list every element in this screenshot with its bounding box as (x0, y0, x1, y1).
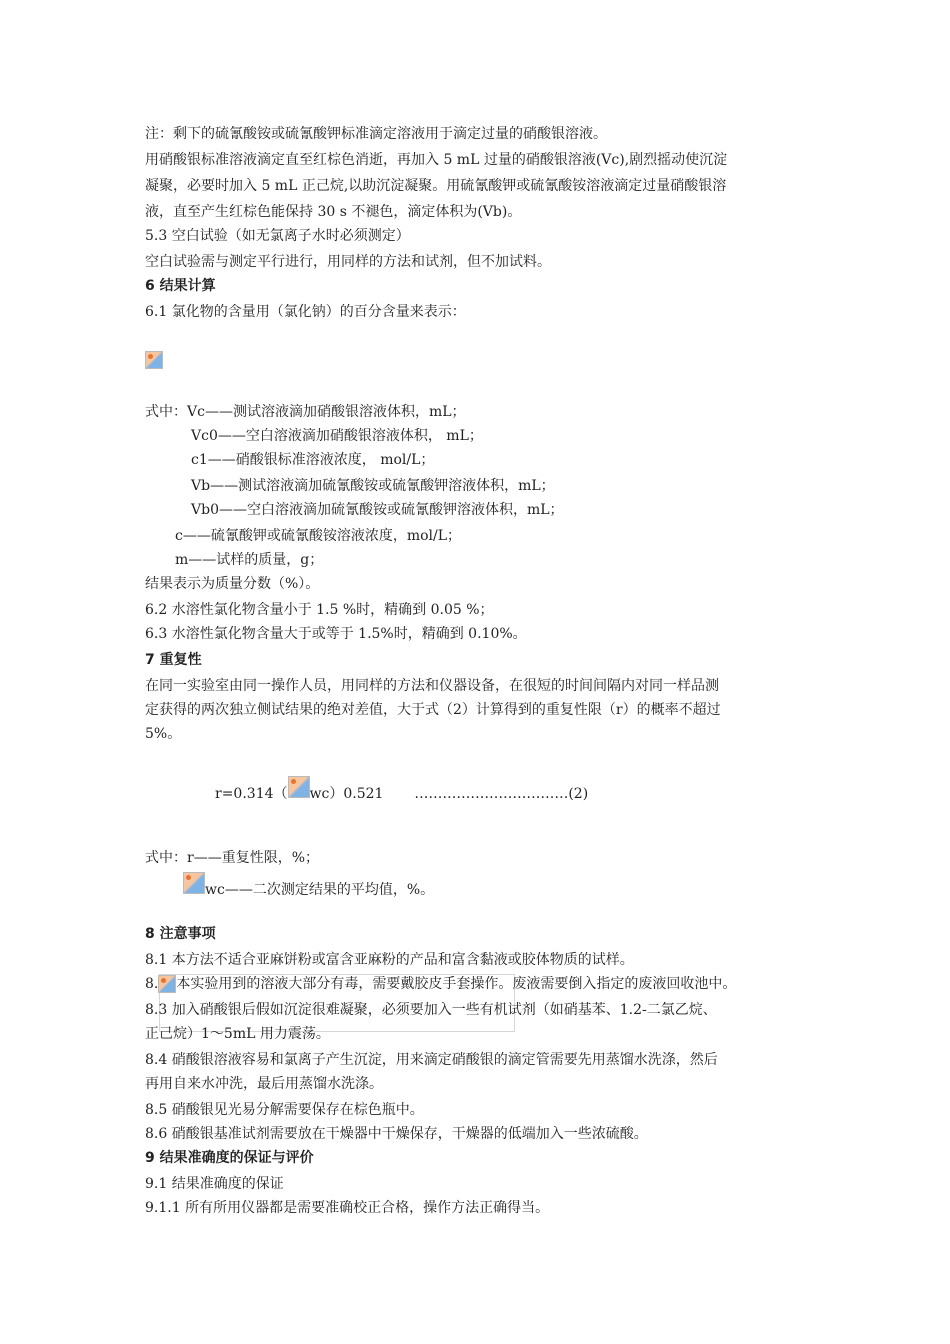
section-8-3-cont: 正己烷）1～5mL 用力震荡。 (145, 1026, 330, 1042)
section-8-2 (145, 972, 736, 996)
section-8-2-text: 本实验用到的溶液大部分有毒，需要戴胶皮手套操作。废液需要倒入指定的废液回收池中。 (176, 976, 737, 992)
broken-image-icon (158, 975, 176, 993)
section-8-1: 8.1 本方法不适合亚麻饼粉或富含亚麻粉的产品和富含黏液或胶体物质的试样。 (145, 952, 634, 968)
section-9-title: 9 结果准确度的保证与评价 (145, 1150, 314, 1166)
paragraph-line: 液，直至产生红棕色能保持 30 s 不褪色，滴定体积为(Vb)。 (145, 204, 522, 220)
section-6-3: 6.3 水溶性氯化物含量大于或等于 1.5%时，精确到 0.10%。 (145, 626, 527, 642)
def-c: c——硫氰酸钾或硫氰酸铵溶液浓度，mol/L； (175, 528, 462, 544)
paragraph-line: 凝聚，必要时加入 5 mL 正己烷,以助沉淀凝聚。用硫氰酸钾或硫氰酸铵溶液滴定过量硝酸银溶 (145, 178, 727, 194)
def-m: m——试样的质量，g； (175, 552, 324, 568)
broken-image-icon (183, 872, 205, 894)
section-8-2-number: 8. (145, 976, 159, 992)
section-9-1-1: 9.1.1 所有所用仪器都是需要准确校正合格，操作方法正确得当。 (145, 1200, 550, 1216)
paragraph-line: 定获得的两次独立侧试结果的绝对差值，大于式（2）计算得到的重复性限（r）的概率不超过 (145, 702, 721, 718)
paragraph-line: 空白试验需与测定平行进行，用同样的方法和试剂，但不加试料。 (145, 254, 551, 270)
def-c1: c1——硝酸银标准溶液浓度， mol/L； (191, 452, 435, 468)
section-6-1: 6.1 氯化物的含量用（氯化钠）的百分含量来表示： (145, 304, 466, 320)
section-8-3: 8.3 加入硝酸银后假如沉淀很难凝聚，必须要加入一些有机试剂（如硝基苯、1.2-二氯乙烷、 (145, 1002, 717, 1018)
section-7-title: 7 重复性 (145, 652, 202, 668)
def-vc0: Vc0——空白溶液滴加硝酸银溶液体积， mL； (191, 428, 483, 444)
formula-image (145, 348, 163, 372)
broken-image-icon (288, 776, 310, 798)
formula-number: ……………………………(2) (414, 786, 589, 802)
section-8-title: 8 注意事项 (145, 926, 216, 942)
section-8-4: 8.4 硝酸银溶液容易和氯离子产生沉淀，用来滴定硝酸银的滴定管需要先用蒸馏水洗涤，然后 (145, 1052, 718, 1068)
where-wc (183, 878, 434, 902)
def-vb: Vb——测试溶液滴加硫氰酸铵或硫氰酸钾溶液体积，mL； (191, 478, 555, 494)
section-6-2: 6.2 水溶性氯化物含量小于 1.5 %时，精确到 0.05 %； (145, 602, 494, 618)
formula-2 (215, 782, 588, 806)
section-6-title: 6 结果计算 (145, 278, 216, 294)
result-unit: 结果表示为质量分数（%）。 (145, 576, 320, 592)
formula-mid: wc）0.521 (309, 786, 384, 802)
def-vb0: Vb0——空白溶液滴加硫氰酸铵或硫氰酸钾溶液体积，mL； (191, 502, 564, 518)
section-8-6: 8.6 硝酸银基准试剂需要放在干燥器中干燥保存，干燥器的低端加入一些浓硫酸。 (145, 1126, 648, 1142)
section-8-5: 8.5 硝酸银见光易分解需要保存在棕色瓶中。 (145, 1102, 424, 1118)
section-8-4-cont: 再用自来水冲洗，最后用蒸馏水洗涤。 (145, 1076, 383, 1092)
formula-left: r=0.314（ (215, 786, 288, 802)
paragraph-line: 用硝酸银标准溶液滴定直至红棕色消逝，再加入 5 mL 过量的硝酸银溶液(Vc),剧烈摇动使沉淀 (145, 152, 728, 168)
note-line: 注：剩下的硫氰酸铵或硫氰酸钾标准滴定溶液用于滴定过量的硝酸银溶液。 (145, 126, 607, 142)
paragraph-line: 在同一实验室由同一操作人员，用同样的方法和仪器设备，在很短的时间间隔内对同一样品测 (145, 678, 719, 694)
subsection-heading: 5.3 空白试验（如无氯离子水时必须测定） (145, 228, 410, 244)
broken-image-icon (145, 351, 163, 369)
where-vc: 式中：Vc——测试溶液滴加硝酸银溶液体积，mL； (145, 404, 466, 420)
section-9-1: 9.1 结果准确度的保证 (145, 1176, 284, 1192)
wc-definition: wc——二次测定结果的平均值，%。 (205, 882, 435, 898)
where-r: 式中：r——重复性限，%； (145, 850, 319, 866)
paragraph-line: 5%。 (145, 726, 182, 742)
